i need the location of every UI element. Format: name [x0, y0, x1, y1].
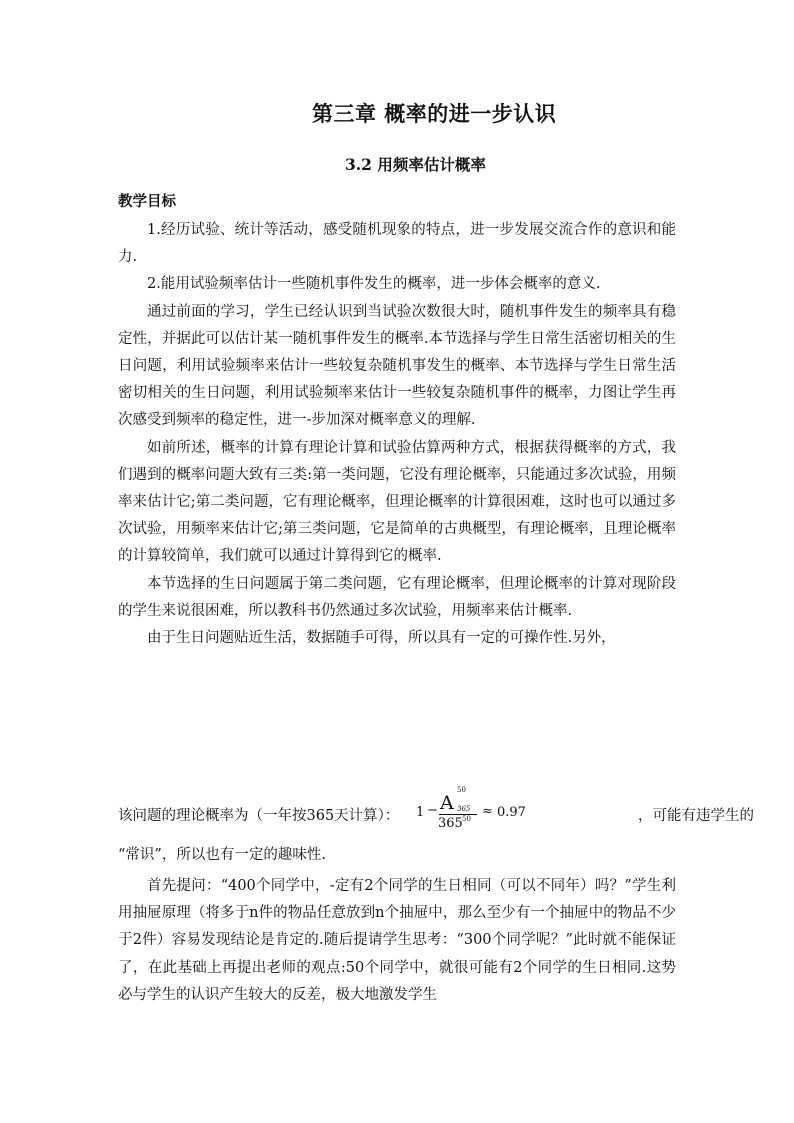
- formula-numerator-sup: 50: [457, 786, 466, 794]
- formula-approx: ≈: [482, 804, 493, 819]
- paragraph-goal-2: 2.能用试验频率估计一些随机事件发生的概率，进一步体会概率的意义.: [147, 276, 601, 293]
- formula-numerator-sub: 365: [457, 805, 471, 813]
- paragraph-birthday-type: 本节选择的生日问题属于第二类问题，它有理论概率，但理论概率的计算对现阶段的学生来说很困难，所以教科书仍然通过多次试验，用频率来估计概率.: [118, 575, 676, 619]
- probability-formula: [416, 786, 631, 836]
- paragraph-goal-1: 1.经历试验、统计等活动，感受随机现象的特点，进一步发展交流合作的意识和能力.: [118, 222, 676, 266]
- paragraph-operability: 由于生日问题贴近生活，数据随手可得，所以具有一定的可操作性.另外，: [147, 630, 616, 647]
- formula-minus: −: [427, 803, 438, 818]
- formula-value: 0.97: [497, 805, 526, 820]
- paragraph-intro: 通过前面的学习，学生已经认识到当试验次数很大时，随机事件发生的频率具有稳定性，并据此可以估计某一随机事件发生的概率.本节选择与学生日常生活密切相关的生日问题，利用试验频率来估计一些较复杂随机事发生的概率、本节选择与学生日常生活密切相关的生日问题，利用试验频率来估计一些较复杂随机事件的概率，力图让学生再次感受到频率的稳定性，进一-步加深对概率意义的理解.: [118, 303, 676, 429]
- after-formula-text: “常识”，所以也有一定的趣味性.: [118, 847, 326, 863]
- goals-heading: 教学目标: [118, 193, 176, 210]
- section-title: 3.2 用频率估计概率: [345, 155, 486, 174]
- paragraph-categories: 如前所述，概率的计算有理论计算和试验估算两种方式，根据获得概率的方式，我们遇到的概率问题大致有三类:第一类问题，它没有理论概率，只能通过多次试验，用频率来估计它;第二类问题，它有理论概率，但理论概率的计算很困难，这时也可以通过多次试验，用频率来估计它;第三类问题，它是简单的古典概型，有理论概率，且理论概率的计算较简单，我们就可以通过计算得到它的概率.: [118, 439, 676, 565]
- formula-numerator: A: [440, 792, 454, 814]
- body-text-bottom: [118, 873, 676, 1009]
- fraction-bar: [439, 814, 477, 815]
- formula-lead-text: 该问题的理论概率为（一年按365天计算）：: [118, 808, 400, 824]
- formula-one: 1: [416, 805, 425, 820]
- paragraph-question: 首先提问：“400个同学中，-定有2个同学的生日相同（可以不同年）吗？”学生利用抽屉原理（将多于n件的物品任意放到n个抽屉中，那么至少有一个抽屉中的物品不少于2件）容易发现结论是肯定的.随后提请学生思考：“300个同学呢？”此时就不能保证了，在此基础上再提出老师的观点:50个同学中，就很可能有2个同学的生日相同.这势必与学生的认识产生较大的反差，极大地激发学生: [118, 878, 676, 1003]
- formula-line: [118, 786, 754, 836]
- formula-tail-text: ，可能有违学生的: [638, 808, 754, 824]
- formula-denominator: 365: [438, 816, 463, 831]
- formula-denominator-sup: 50: [462, 815, 471, 823]
- body-text-top: [118, 217, 676, 652]
- chapter-title: 第三章 概率的进一步认识: [312, 101, 557, 126]
